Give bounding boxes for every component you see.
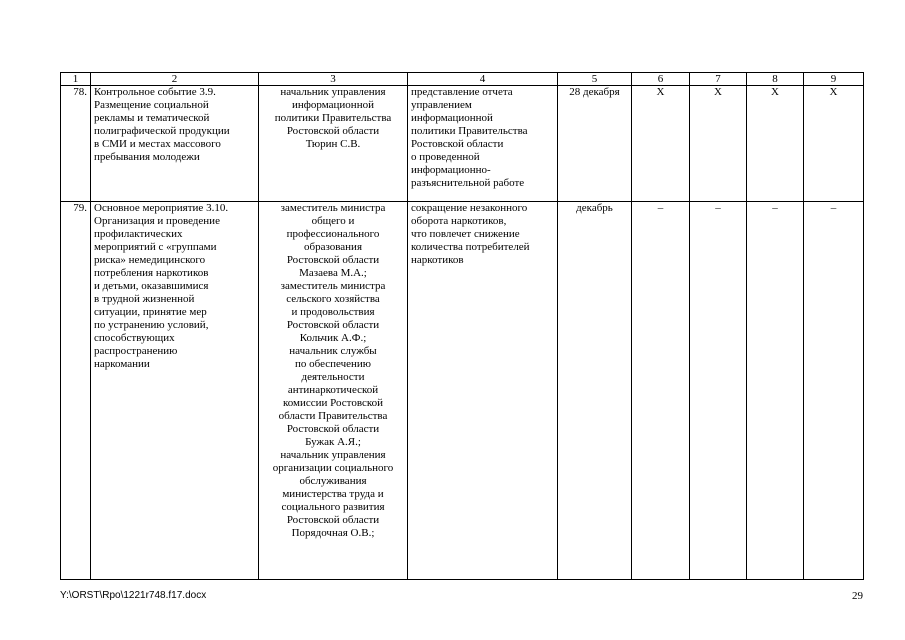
header-cell: 7 (690, 73, 747, 86)
event-cell: Основное мероприятие 3.10. Организация и проведение профилактических мероприятий с «группами риска» немедицинского потребления наркотиков и детьми, оказавшимися в трудной жизненной ситуации, принятие мер по устранению условий, способствующих распространению наркомании (91, 202, 259, 580)
row-number: 78. (61, 86, 91, 202)
result-cell: представление отчета управлением информационной политики Правительства Ростовской области о проведенной информационно- разъяснительной работе (408, 86, 558, 202)
table-row (61, 202, 864, 580)
mark-cell: – (690, 202, 747, 580)
header-cell: 6 (632, 73, 690, 86)
event-cell: Контрольное событие 3.9. Размещение социальной рекламы и тематической полиграфической продукции в СМИ и местах массового пребывания молодежи (91, 86, 259, 202)
mark-cell: X (632, 86, 690, 202)
mark-cell: – (747, 202, 804, 580)
result-cell: сокращение незаконного оборота наркотиков, что повлечет снижение количества потребителей наркотиков (408, 202, 558, 580)
plan-table (60, 72, 864, 580)
header-cell: 2 (91, 73, 259, 86)
mark-cell: X (690, 86, 747, 202)
responsible-cell: заместитель министра общего и профессионального образования Ростовской области Мазаева М.А.; заместитель министра сельского хозяйства и продовольствия Ростовской области Кольчик А.Ф.; начальник службы по обеспечению деятельности антинаркотической комиссии Ростовской области Правительства Ростовской области Бужак А.Я.; начальник управления организации социального обслуживания министерства труда и социального развития Ростовской области Порядочная О.В.; (259, 202, 408, 580)
mark-cell: – (804, 202, 864, 580)
mark-cell: X (747, 86, 804, 202)
page-number: 29 (852, 590, 863, 602)
header-cell: 8 (747, 73, 804, 86)
date-cell: 28 декабря (558, 86, 632, 202)
table-header-row (61, 73, 864, 86)
header-cell: 5 (558, 73, 632, 86)
row-number: 79. (61, 202, 91, 580)
date-cell: декабрь (558, 202, 632, 580)
header-cell: 4 (408, 73, 558, 86)
header-cell: 9 (804, 73, 864, 86)
mark-cell: X (804, 86, 864, 202)
responsible-cell: начальник управления информационной политики Правительства Ростовской области Тюрин С.В. (259, 86, 408, 202)
mark-cell: – (632, 202, 690, 580)
file-path: Y:\ORST\Rpo\1221r748.f17.docx (60, 590, 207, 601)
table-row (61, 86, 864, 202)
header-cell: 3 (259, 73, 408, 86)
header-cell: 1 (61, 73, 91, 86)
